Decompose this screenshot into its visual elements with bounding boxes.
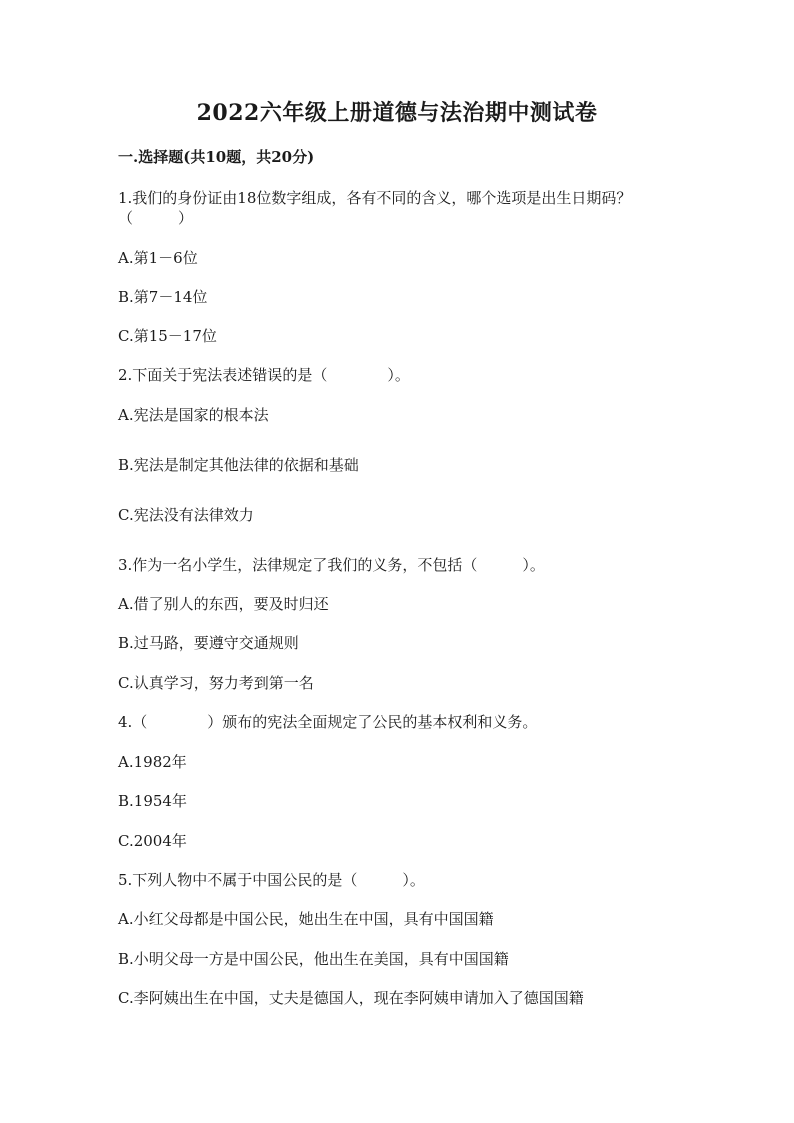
question-1-option-a: A.第1－6位: [118, 249, 198, 267]
question-2-option-b: B.宪法是制定其他法律的依据和基础: [118, 456, 359, 474]
question-4-option-b: B.1954年: [118, 792, 187, 810]
question-4-stem: 4.（ ）颁布的宪法全面规定了公民的基本权利和义务。: [118, 713, 538, 731]
question-3-option-c: C.认真学习，努力考到第一名: [118, 674, 314, 692]
section-heading: 一.选择题(共10题，共20分): [118, 148, 315, 166]
question-4-option-a: A.1982年: [118, 753, 187, 771]
question-5-option-a: A.小红父母都是中国公民，她出生在中国，具有中国国籍: [118, 910, 494, 928]
question-3-option-a: A.借了别人的东西，要及时归还: [118, 595, 329, 613]
question-4-option-c: C.2004年: [118, 832, 187, 850]
question-5-option-c: C.李阿姨出生在中国，丈夫是德国人，现在李阿姨申请加入了德国国籍: [118, 989, 584, 1007]
question-5-option-b: B.小明父母一方是中国公民，他出生在美国，具有中国国籍: [118, 950, 509, 968]
question-3-stem: 3.作为一名小学生，法律规定了我们的义务，不包括（ ）。: [118, 556, 545, 574]
question-1-stem: 1.我们的身份证由18位数字组成，各有不同的含义，哪个选项是出生日期码？: [118, 189, 632, 207]
question-2-stem: 2.下面关于宪法表述错误的是（ ）。: [118, 366, 410, 384]
question-5-stem: 5.下列人物中不属于中国公民的是（ ）。: [118, 871, 425, 889]
question-1-answer-blank: （ ）: [118, 209, 194, 227]
question-1-option-c: C.第15－17位: [118, 327, 217, 345]
page-title: 2022六年级上册道德与法治期中测试卷: [196, 100, 598, 126]
question-3-option-b: B.过马路，要遵守交通规则: [118, 634, 299, 652]
question-2-option-c: C.宪法没有法律效力: [118, 506, 254, 524]
question-1-option-b: B.第7－14位: [118, 288, 208, 306]
question-2-option-a: A.宪法是国家的根本法: [118, 406, 269, 424]
